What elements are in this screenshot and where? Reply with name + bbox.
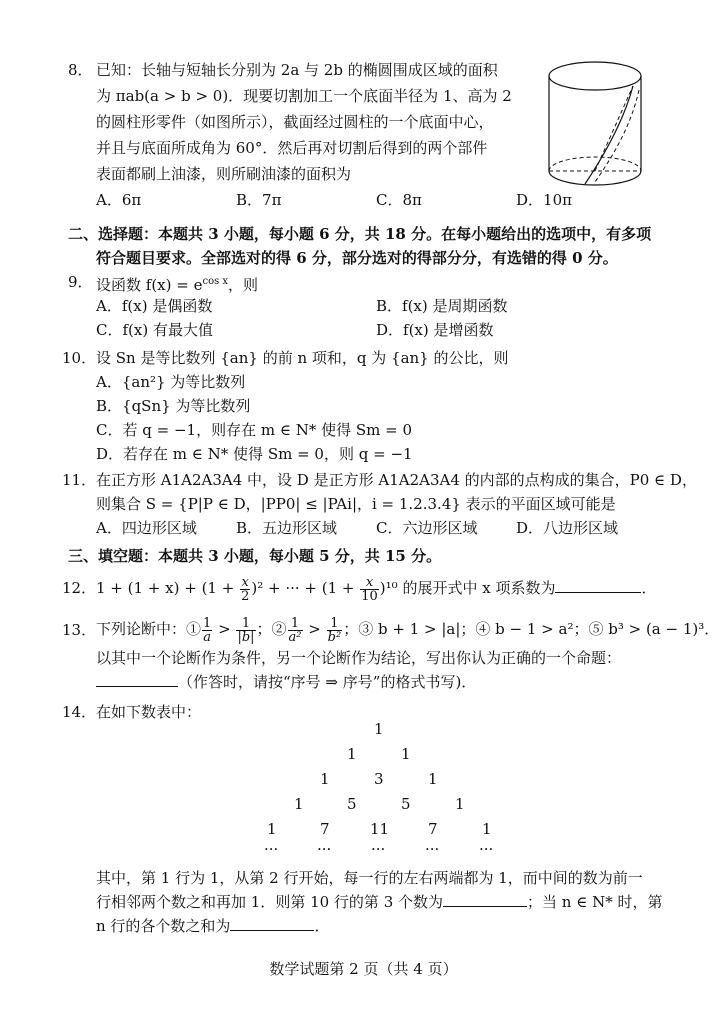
triangle-cell: 1 [455, 795, 465, 813]
page-footer: 数学试题第 2 页（共 4 页） [269, 960, 458, 978]
q14-answer-blank-1[interactable] [443, 890, 527, 907]
cylinder-figure [535, 56, 655, 196]
q13-f3-den: a² [288, 629, 302, 645]
q13-line-1 [96, 612, 719, 646]
q11-option-c: C．六边形区域 [376, 519, 478, 537]
q11-number: 11． [62, 471, 97, 489]
q12-part-1: 1 + (1 + x) + (1 + [96, 579, 240, 597]
q11-option-b: B．五边形区域 [236, 519, 338, 537]
triangle-cell: 1 [347, 745, 357, 763]
q8-line-5: 表面都刷上油漆，则所刷油漆的面积为 [96, 165, 352, 183]
triangle-cell: 1 [428, 770, 438, 788]
q10-option-d: D．若存在 m ∈ N* 使得 Sm = 0，则 q = −1 [96, 445, 413, 463]
triangle-cell: 1 [401, 745, 411, 763]
q10-stem: 设 Sn 是等比数列 {an} 的前 n 项和，q 为 {an} 的公比，则 [96, 349, 509, 367]
q8-line-2: 为 πab(a > b > 0)．现要切割加工一个底面半径为 1、高为 2 [96, 87, 512, 105]
q8-option-a: A．6π [96, 191, 142, 209]
q9-option-b: B．f(x) 是周期函数 [376, 297, 508, 315]
q9-option-a: A．f(x) 是偶函数 [96, 297, 213, 315]
triangle-ellipsis: ··· [371, 840, 386, 858]
q13-fraction-1 [202, 617, 212, 644]
triangle-cell: 5 [347, 795, 357, 813]
triangle-cell: 7 [428, 820, 438, 838]
q10-number: 10． [62, 349, 97, 367]
q12-part-3: )¹⁰ 的展开式中 x 项系数为 [379, 579, 556, 597]
q14-line-1: 其中，第 1 行为 1，从第 2 行开始，每一行的左右两端都为 1，而中间的数为前一 [96, 869, 643, 887]
q12-end: ． [641, 579, 657, 597]
triangle-cell: 1 [320, 770, 330, 788]
triangle-cell: 1 [267, 820, 277, 838]
q14-answer-blank-2[interactable] [230, 914, 314, 931]
q10-option-b: B．{qSn} 为等比数列 [96, 397, 251, 415]
q13-answer-blank[interactable] [96, 670, 178, 687]
q13-part-b: ；② [256, 620, 287, 638]
q11-line-1: 在正方形 A1A2A3A4 中，设 D 是正方形 A1A2A3A4 的内部的点构成的集合，P0 ∈ D， [96, 471, 697, 489]
q8-line-1: 已知：长轴与短轴长分别为 2a 与 2b 的椭圆围成区域的面积 [96, 61, 498, 79]
q12-answer-blank[interactable] [555, 576, 641, 593]
q14-number: 14． [62, 703, 97, 721]
triangle-cell: 1 [374, 720, 384, 738]
q14-line-3b: ． [314, 917, 330, 935]
q12-fraction-2 [360, 576, 379, 603]
q12-frac2-den: 10 [361, 588, 378, 604]
q13-part-a: 下列论断中：① [96, 620, 202, 638]
triangle-cell: 3 [374, 770, 384, 788]
q13-f2-den: |b| [237, 629, 255, 645]
q14-line-2a: 行相邻两个数之和再加 1．则第 10 行的第 3 个数为 [96, 893, 444, 911]
q11-option-d: D．八边形区域 [516, 519, 619, 537]
q12-expression [96, 572, 656, 604]
section-2-heading-line-1: 二、选择题：本题共 3 小题，每小题 6 分，共 18 分。在每小题给出的选项中，有多项 [68, 225, 652, 243]
q8-line-3: 的圆柱形零件（如图所示），截面经过圆柱的一个底面中心， [96, 113, 494, 131]
q8-line-4: 并且与底面所成角为 60°．然后再对切割后得到的两个部件 [96, 139, 488, 157]
triangle-cell: 7 [320, 820, 330, 838]
section-2-heading-line-2: 符合题目要求。全部选对的得 6 分，部分选对的得部分分，有选错的得 0 分。 [96, 249, 618, 267]
q14-line-3a: n 行的各个数之和为 [96, 917, 231, 935]
q13-f3-num: 1 [288, 617, 303, 631]
q12-fraction-1 [240, 576, 250, 603]
q13-line-2: 以其中一个论断作为条件，另一个论断作为结论，写出你认为正确的一个命题： [96, 649, 622, 667]
q8-option-c: C．8π [376, 191, 422, 209]
q12-frac1-den: 2 [241, 588, 250, 604]
q13-f4-den: b² [327, 629, 342, 645]
q14-line-2b: ；当 n ∈ N* 时，第 [527, 893, 663, 911]
q13-number: 13． [62, 621, 97, 639]
triangle-cell: 1 [294, 795, 304, 813]
triangle-ellipsis: ··· [317, 840, 332, 858]
q9-stem-tail: ，则 [228, 276, 259, 294]
q9-number: 9． [68, 273, 93, 291]
q9-exponent: cos x [202, 276, 229, 287]
q9-option-d: D．f(x) 是增函数 [376, 321, 494, 339]
q13-gt-2: > [308, 620, 321, 638]
q13-part-c: ；③ b + 1 > |a|；④ b − 1 > a²；⑤ b³ > (a − 1)³． [343, 620, 720, 638]
q9-option-c: C．f(x) 有最大值 [96, 321, 213, 339]
q8-option-d: D．10π [516, 191, 572, 209]
triangle-cell: 5 [401, 795, 411, 813]
q9-stem-text: 设函数 f(x) = e [96, 276, 203, 294]
q11-option-a: A．四边形区域 [96, 519, 197, 537]
q13-fraction-2 [236, 617, 255, 644]
q13-fraction-4 [327, 617, 343, 644]
q12-frac2-num: x [360, 576, 379, 590]
triangle-ellipsis: ··· [425, 840, 440, 858]
q12-frac1-num: x [241, 574, 249, 590]
q13-f1-den: a [203, 629, 212, 645]
q14-line-3 [96, 914, 329, 938]
q10-option-a: A．{an²} 为等比数列 [96, 373, 246, 391]
q13-line-3 [96, 670, 476, 694]
q10-option-c: C．若 q = −1，则存在 m ∈ N* 使得 Sm = 0 [96, 421, 413, 439]
q13-f2-num: 1 [236, 617, 255, 631]
q13-f1-num: 1 [203, 615, 212, 631]
q11-line-2: 则集合 S = {P|P ∈ D，|PP0| ≤ |PAi|，i = 1.2.3.4} 表示的平面区域可能是 [96, 495, 616, 513]
q13-gt-1: > [218, 620, 231, 638]
triangle-ellipsis: ··· [264, 840, 279, 858]
q13-line-3-text: （作答时，请按“序号 ⇒ 序号”的格式书写)． [178, 673, 477, 691]
q14-stem: 在如下数表中： [96, 703, 202, 721]
q13-f4-num: 1 [327, 617, 343, 631]
triangle-cell: 1 [482, 820, 492, 838]
q8-option-b: B．7π [236, 191, 282, 209]
q13-fraction-3 [288, 617, 303, 644]
q14-line-2 [96, 890, 663, 914]
q12-number: 12． [62, 579, 97, 597]
section-3-heading: 三、填空题：本题共 3 小题，每小题 5 分，共 15 分。 [68, 547, 442, 565]
triangle-cell: 11 [370, 820, 390, 838]
q8-number: 8． [68, 61, 93, 79]
triangle-ellipsis: ··· [479, 840, 494, 858]
q12-part-2: )² + ··· + (1 + [251, 579, 360, 597]
q9-stem [96, 270, 258, 297]
